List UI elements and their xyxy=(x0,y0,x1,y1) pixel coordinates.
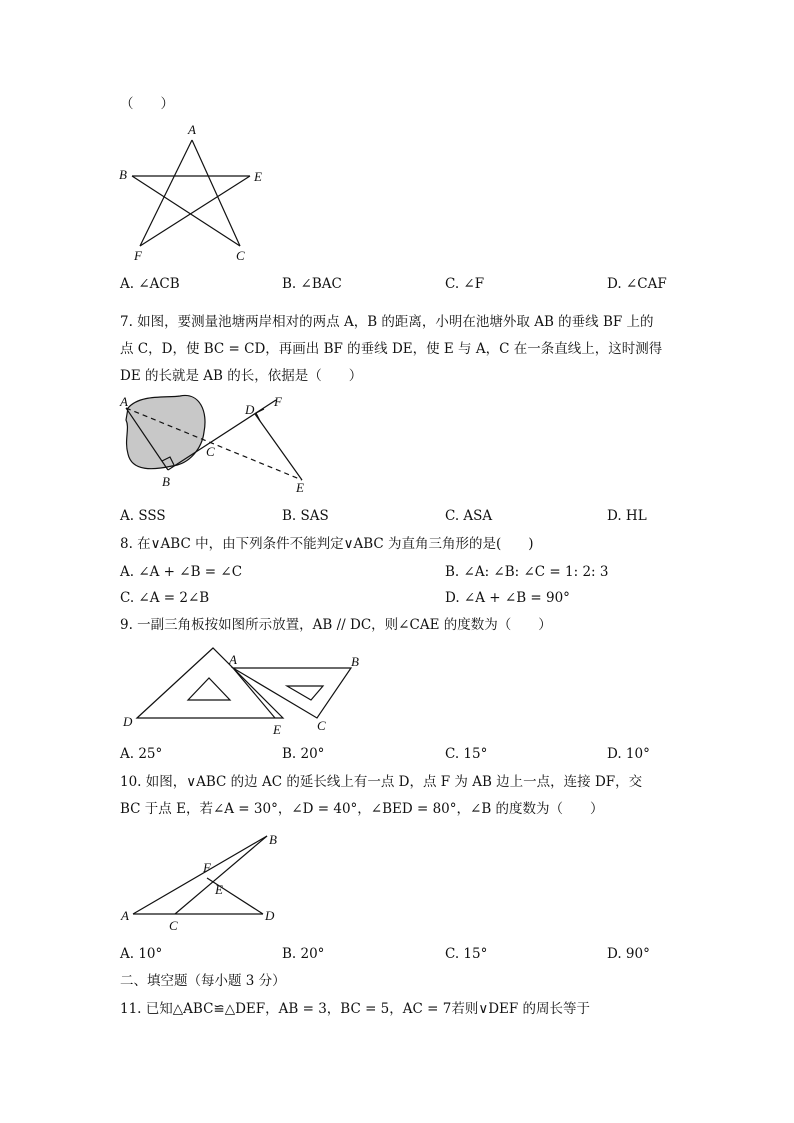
q6-label-a: A xyxy=(188,122,196,137)
q6-option-b: B. ∠BAC xyxy=(282,276,342,292)
q7-pond-shape xyxy=(126,395,205,468)
q7-label-c: C xyxy=(206,444,215,459)
q7-label-e: E xyxy=(296,480,304,495)
q9-label-b: B xyxy=(351,654,359,669)
q10-option-a: A. 10° xyxy=(120,946,163,962)
q10-option-c: C. 15° xyxy=(445,946,488,962)
q7-stem-line-1: 7. 如图，要测量池塘两岸相对的两点 A，B 的距离，小明在池塘外取 AB 的垂线 BF 上的 xyxy=(120,314,654,330)
q6-label-f: F xyxy=(134,248,142,263)
q7-pond-figure xyxy=(110,390,320,500)
q7-stem-line-2: 点 C，D，使 BC = CD，再画出 BF 的垂线 DE，使 E 与 A，C 在一条直线上，这时测得 xyxy=(120,341,663,357)
q7-stem-line-3: DE 的长就是 AB 的长，依据是（ ） xyxy=(120,368,363,384)
q9-option-b: B. 20° xyxy=(282,746,325,762)
q7-label-b: B xyxy=(162,474,170,489)
q6-option-a: A. ∠ACB xyxy=(120,276,180,292)
q10-option-d: D. 90° xyxy=(607,946,650,962)
q10-label-f: F xyxy=(203,860,211,875)
q10-stem-line-2: BC 于点 E，若∠A = 30°，∠D = 40°，∠BED = 80°，∠B 的度数为（ ） xyxy=(120,801,604,817)
q7-option-d: D. HL xyxy=(607,508,647,524)
q8-option-a: A. ∠A + ∠B = ∠C xyxy=(120,564,243,580)
q6-label-b: B xyxy=(119,167,127,182)
q9-label-c: C xyxy=(317,718,326,733)
q10-stem-line-1: 10. 如图，∨ABC 的边 AC 的延长线上有一点 D，点 F 为 AB 边上一点，连接 DF，交 xyxy=(120,774,643,790)
q10-label-e: E xyxy=(215,882,223,897)
q6-option-c: C. ∠F xyxy=(445,276,485,292)
q7-option-a: A. SSS xyxy=(120,508,166,524)
q9-triangle-boards-figure xyxy=(115,642,375,738)
section-2-title: 二、填空题（每小题 3 分） xyxy=(120,973,286,989)
q8-stem: 8. 在∨ABC 中，由下列条件不能判定∨ABC 为直角三角形的是( ) xyxy=(120,536,534,552)
q7-option-c: C. ASA xyxy=(445,508,493,524)
q7-option-b: B. SAS xyxy=(282,508,329,524)
q9-option-d: D. 10° xyxy=(607,746,650,762)
q8-option-c: C. ∠A = 2∠B xyxy=(120,590,210,606)
q7-label-a: A xyxy=(120,394,128,409)
q10-label-a: A xyxy=(121,908,129,923)
q7-label-d: D xyxy=(245,402,255,417)
q9-option-a: A. 25° xyxy=(120,746,163,762)
q6-answer-bracket: （ ） xyxy=(120,96,174,112)
q9-label-e: E xyxy=(273,722,281,737)
q6-label-c: C xyxy=(236,248,245,263)
q10-option-b: B. 20° xyxy=(282,946,325,962)
q11-stem: 11. 已知△ABC≌△DEF，AB = 3，BC = 5，AC = 7若则∨DEF 的周长等于 xyxy=(120,1001,591,1017)
q8-option-d: D. ∠A + ∠B = 90° xyxy=(445,590,570,606)
q6-figure-lines xyxy=(132,140,250,246)
q10-triangle-figure xyxy=(115,826,295,936)
q6-star-figure xyxy=(110,118,280,268)
q10-label-c: C xyxy=(169,918,178,933)
q9-stem: 9. 一副三角板按如图所示放置，AB // DC，则∠CAE 的度数为（ ） xyxy=(120,617,552,633)
q8-option-b: B. ∠A: ∠B: ∠C = 1: 2: 3 xyxy=(445,564,609,580)
q9-label-d: D xyxy=(123,714,133,729)
q9-option-c: C. 15° xyxy=(445,746,488,762)
q10-label-d: D xyxy=(265,908,275,923)
q6-label-e: E xyxy=(254,169,262,184)
q6-option-d: D. ∠CAF xyxy=(607,276,667,292)
q9-label-a: A xyxy=(229,652,237,667)
q7-label-f: F xyxy=(274,394,282,409)
q10-label-b: B xyxy=(269,832,277,847)
